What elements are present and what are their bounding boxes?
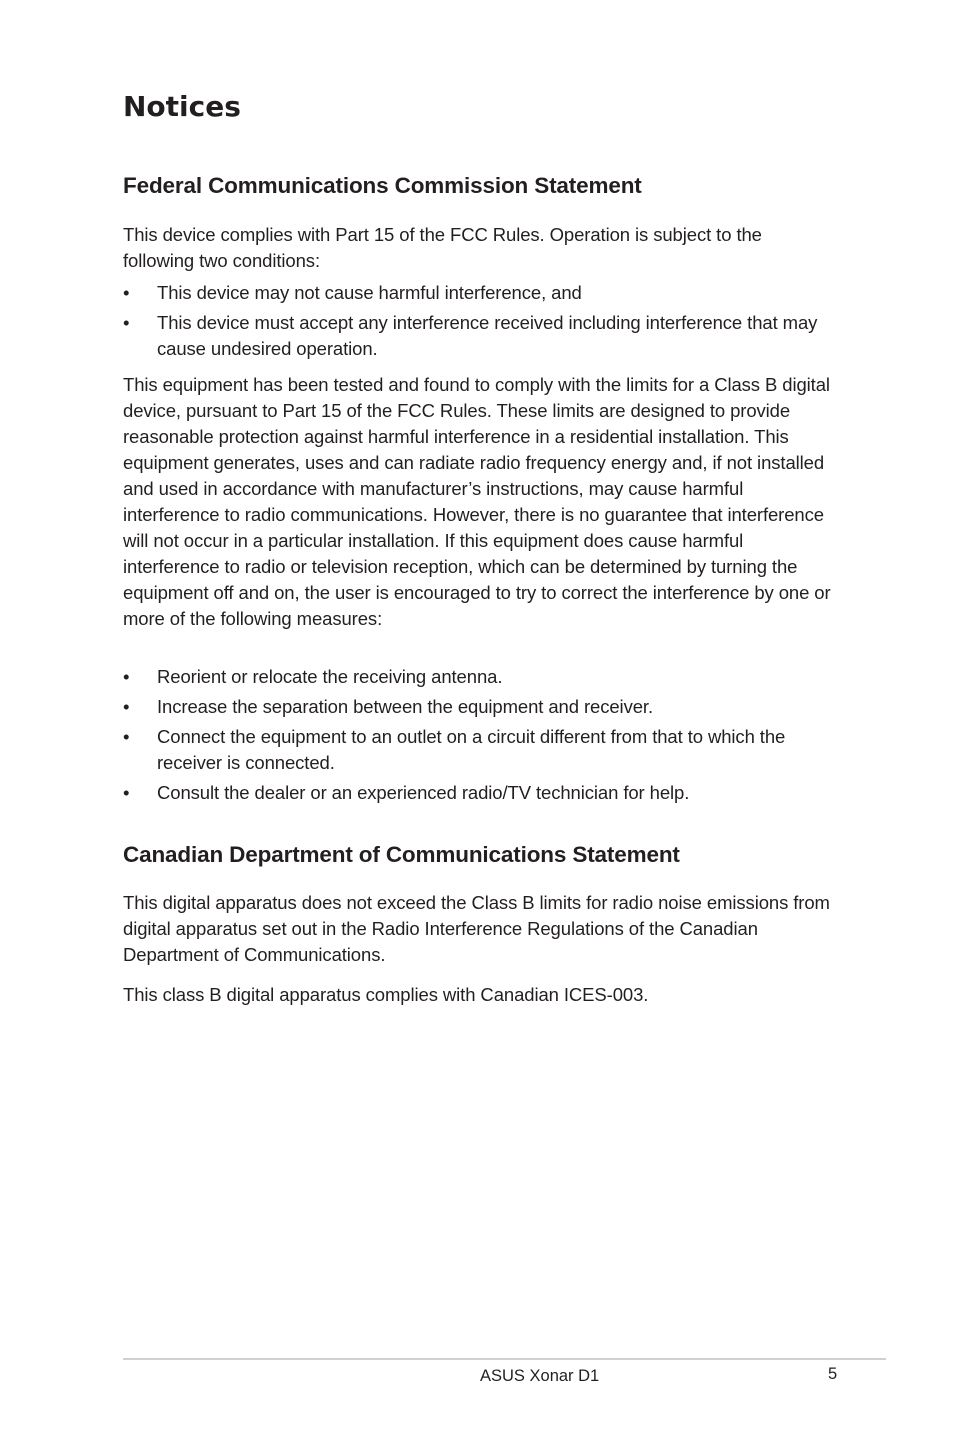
list-item-text: Reorient or relocate the receiving antenna. <box>157 666 503 687</box>
bullet: • <box>123 312 130 333</box>
bullet: • <box>123 282 130 303</box>
canada-heading: Canadian Department of Communications Statement <box>123 842 680 867</box>
list-item-text: This device must accept any interference received including interference that may cause undesired operation. <box>157 312 818 359</box>
fcc-measures-list <box>123 664 835 810</box>
list-item <box>123 280 835 306</box>
list-item <box>123 664 835 690</box>
fcc-heading: Federal Communications Commission Statement <box>123 173 642 198</box>
bullet: • <box>123 782 130 803</box>
list-item <box>123 310 835 362</box>
page-title: Notices <box>123 90 241 123</box>
footer-title: ASUS Xonar D1 <box>480 1367 600 1385</box>
list-item <box>123 694 835 720</box>
footer-divider <box>123 1358 886 1360</box>
canada-paragraph-2: This class B digital apparatus complies with Canadian ICES-003. <box>123 984 649 1005</box>
list-item-text: This device may not cause harmful interference, and <box>157 282 582 303</box>
bullet: • <box>123 696 130 717</box>
fcc-body: This equipment has been tested and found to comply with the limits for a Class B digital device, pursuant to Part 15 of the FCC Rules. These limits are designed to provide reasonable protection against harmful interference in a residential installation. This equipment generates, uses and can radiate radio frequency energy and, if not installed and used in accordance with manufacturer’s instructions, may cause harmful interference to radio communications. However, there is no guarantee that interference will not occur in a particular installation. If this equipment does cause harmful interference to radio or television reception, which can be determined by turning the equipment off and on, the user is encouraged to try to correct the interference by one or more of the following measures: <box>123 374 831 629</box>
list-item-text: Increase the separation between the equipment and receiver. <box>157 696 653 717</box>
list-item-text: Connect the equipment to an outlet on a circuit different from that to which the receiver is connected. <box>157 726 786 773</box>
fcc-conditions-list <box>123 280 835 366</box>
canada-paragraph-1: This digital apparatus does not exceed the Class B limits for radio noise emissions from digital apparatus set out in the Radio Interference Regulations of the Canadian Department of Communications. <box>123 892 830 965</box>
list-item <box>123 780 835 806</box>
page-number: 5 <box>828 1365 838 1383</box>
list-item-text: Consult the dealer or an experienced radio/TV technician for help. <box>157 782 690 803</box>
list-item <box>123 724 835 776</box>
bullet: • <box>123 726 130 747</box>
bullet: • <box>123 666 130 687</box>
fcc-intro: This device complies with Part 15 of the FCC Rules. Operation is subject to the following two conditions: <box>123 224 762 271</box>
